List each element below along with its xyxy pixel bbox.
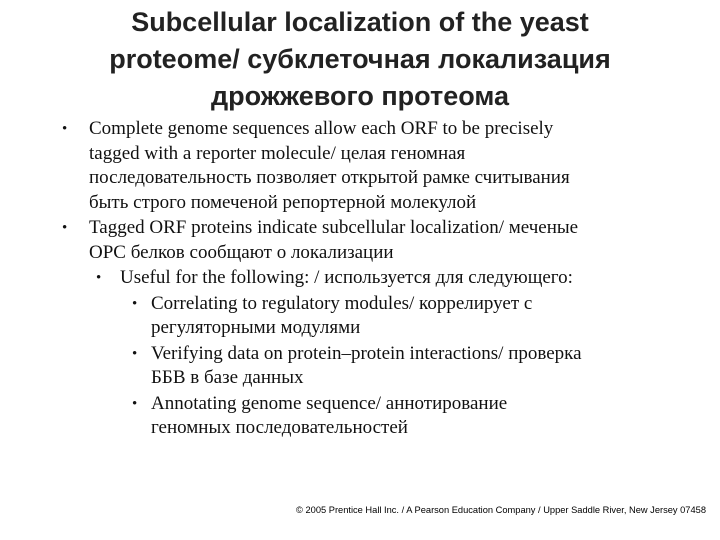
bullet-item-annotating (0, 392, 720, 441)
bullet-text-line: Complete genome sequences allow each ORF to be precisely (89, 118, 554, 139)
slide-title-line: Subcellular localization of the yeast (131, 7, 589, 37)
bullet-text-line: Annotating genome sequence/ аннотирование (151, 392, 508, 414)
bullet-dot-icon: • (96, 270, 102, 286)
slide-title-line: proteome/ субклеточная локализация (109, 44, 611, 74)
bullet-text-line: Tagged ORF proteins indicate subcellular localization/ меченые (89, 217, 579, 238)
bullet-item-tagged-orf (0, 216, 720, 265)
bullet-text-line: регуляторными модулями (151, 317, 361, 338)
bullet-text-line: геномных последовательностей (151, 417, 408, 438)
bullet-dot-icon: • (132, 295, 138, 312)
slide-title-line: дрожжевого протеома (211, 81, 509, 111)
bullet-item-useful-for (0, 266, 720, 291)
bullet-text-line: tagged with a reporter molecule/ целая геномная (89, 142, 466, 164)
bullet-text-line: Useful for the following: / используется для следующего: (120, 267, 573, 288)
bullet-text-line: Verifying data on protein–protein interactions/ проверка (151, 342, 582, 364)
slide-title (20, 4, 700, 115)
bullet-dot-icon: • (132, 395, 138, 412)
bullet-text-line: быть строго помеченой репортерной молекулой (89, 191, 477, 213)
bullet-list (0, 117, 720, 442)
bullet-item-correlating (0, 292, 720, 341)
bullet-dot-icon: • (62, 220, 68, 236)
bullet-text-line: OPC белков сообщают о локализации (89, 241, 394, 263)
bullet-text (120, 266, 720, 291)
bullet-dot-icon: • (62, 121, 68, 137)
bullet-text (151, 342, 720, 391)
bullet-dot-icon: • (132, 345, 138, 362)
bullet-item-genome-sequences (0, 117, 720, 215)
bullet-text-line: Correlating to regulatory modules/ коррелирует с (151, 292, 533, 314)
bullet-text (89, 117, 720, 215)
bullet-text (151, 392, 720, 441)
copyright-footer: © 2005 Prentice Hall Inc. / A Pearson Education Company / Upper Saddle River, New Jersey 07458 (296, 505, 706, 515)
bullet-text-line: последовательность позволяет открытой рамке считывания (89, 167, 570, 188)
bullet-text (151, 292, 720, 341)
bullet-item-verifying (0, 342, 720, 391)
bullet-text-line: ББВ в базе данных (151, 367, 304, 388)
bullet-text (89, 216, 720, 265)
